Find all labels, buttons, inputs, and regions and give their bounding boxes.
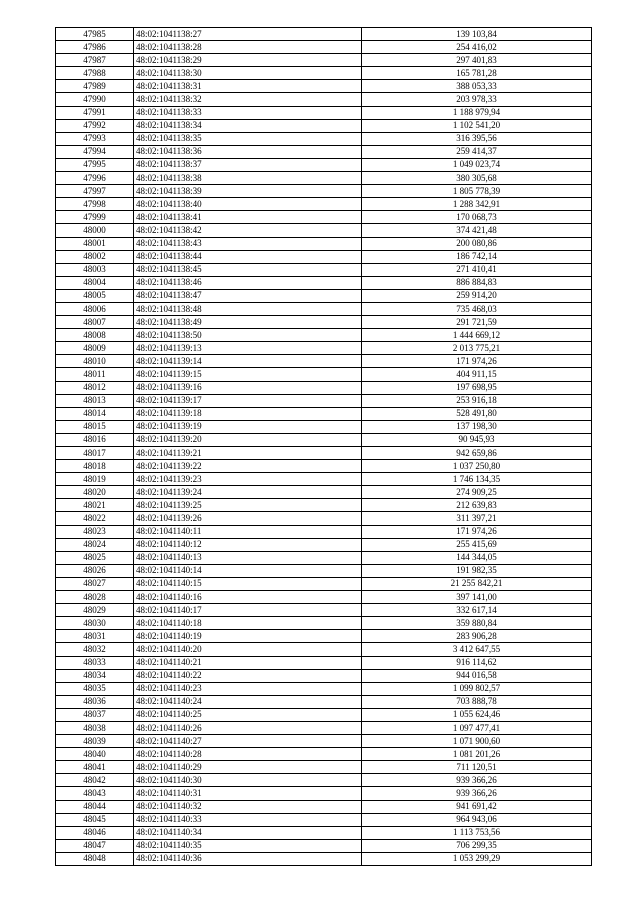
cadastral-number-cell: 48:02:1041138:32 (134, 93, 362, 106)
cadastral-value-cell: 1 055 624,46 (362, 708, 592, 721)
cadastral-value-cell: 259 914,20 (362, 289, 592, 302)
cadastral-value-cell: 197 698,95 (362, 381, 592, 394)
cadastral-number-cell: 48:02:1041139:26 (134, 512, 362, 525)
row-number-cell: 48030 (56, 617, 134, 630)
table-row (56, 119, 592, 132)
cadastral-value-cell: 374 421,48 (362, 224, 592, 237)
row-number-cell: 48033 (56, 656, 134, 669)
row-number-cell: 48031 (56, 630, 134, 643)
cadastral-value-cell: 1 746 134,35 (362, 473, 592, 486)
cadastral-number-cell: 48:02:1041138:36 (134, 145, 362, 158)
table-row (56, 486, 592, 499)
table-row (56, 839, 592, 852)
table-row (56, 577, 592, 590)
row-number-cell: 48010 (56, 355, 134, 368)
row-number-cell: 48016 (56, 433, 134, 446)
table-row (56, 250, 592, 263)
cadastral-value-cell: 3 412 647,55 (362, 643, 592, 656)
cadastral-number-cell: 48:02:1041140:21 (134, 656, 362, 669)
cadastral-number-cell: 48:02:1041138:39 (134, 185, 362, 198)
row-number-cell: 47999 (56, 211, 134, 224)
row-number-cell: 48027 (56, 577, 134, 590)
row-number-cell: 48038 (56, 721, 134, 734)
cadastral-value-cell: 137 198,30 (362, 420, 592, 433)
row-number-cell: 47996 (56, 172, 134, 185)
table-row (56, 420, 592, 433)
cadastral-value-cell: 939 366,26 (362, 774, 592, 787)
cadastral-number-cell: 48:02:1041140:33 (134, 813, 362, 826)
cadastral-value-cell: 1 444 669,12 (362, 329, 592, 342)
cadastral-number-cell: 48:02:1041139:20 (134, 433, 362, 446)
cadastral-value-cell: 212 639,83 (362, 499, 592, 512)
row-number-cell: 48041 (56, 761, 134, 774)
row-number-cell: 48000 (56, 224, 134, 237)
table-row (56, 263, 592, 276)
table-row (56, 381, 592, 394)
cadastral-value-cell: 1 805 778,39 (362, 185, 592, 198)
row-number-cell: 48039 (56, 735, 134, 748)
row-number-cell: 48015 (56, 420, 134, 433)
row-number-cell: 47988 (56, 67, 134, 80)
cadastral-number-cell: 48:02:1041140:19 (134, 630, 362, 643)
row-number-cell: 48034 (56, 669, 134, 682)
cadastral-number-cell: 48:02:1041139:22 (134, 460, 362, 473)
cadastral-value-cell: 1 188 979,94 (362, 106, 592, 119)
cadastral-value-cell: 165 781,28 (362, 67, 592, 80)
row-number-cell: 48005 (56, 289, 134, 302)
table-row (56, 774, 592, 787)
table-row (56, 28, 592, 41)
cadastral-value-cell: 397 141,00 (362, 591, 592, 604)
cadastral-value-cell: 253 916,18 (362, 394, 592, 407)
cadastral-number-cell: 48:02:1041140:13 (134, 551, 362, 564)
cadastral-number-cell: 48:02:1041138:40 (134, 198, 362, 211)
table-row (56, 368, 592, 381)
cadastral-number-cell: 48:02:1041138:30 (134, 67, 362, 80)
cadastral-value-cell: 941 691,42 (362, 800, 592, 813)
cadastral-value-cell: 703 888,78 (362, 695, 592, 708)
cadastral-value-cell: 1 049 023,74 (362, 158, 592, 171)
cadastral-number-cell: 48:02:1041139:15 (134, 368, 362, 381)
cadastral-number-cell: 48:02:1041140:28 (134, 748, 362, 761)
cadastral-value-cell: 191 982,35 (362, 564, 592, 577)
row-number-cell: 47995 (56, 158, 134, 171)
cadastral-value-cell: 1 097 477,41 (362, 721, 592, 734)
cadastral-value-cell: 1 071 900,60 (362, 735, 592, 748)
cadastral-value-cell: 528 491,80 (362, 407, 592, 420)
row-number-cell: 48042 (56, 774, 134, 787)
cadastral-value-cell: 944 016,58 (362, 669, 592, 682)
cadastral-value-cell: 1 102 541,20 (362, 119, 592, 132)
cadastral-value-cell: 1 288 342,91 (362, 198, 592, 211)
row-number-cell: 48003 (56, 263, 134, 276)
cadastral-number-cell: 48:02:1041140:36 (134, 852, 362, 865)
row-number-cell: 48009 (56, 342, 134, 355)
row-number-cell: 48028 (56, 591, 134, 604)
table-row (56, 145, 592, 158)
row-number-cell: 48014 (56, 407, 134, 420)
table-row (56, 826, 592, 839)
cadastral-value-cell: 404 911,15 (362, 368, 592, 381)
cadastral-value-cell: 291 721,59 (362, 316, 592, 329)
cadastral-value-cell: 916 114,62 (362, 656, 592, 669)
table-row (56, 748, 592, 761)
table-row (56, 656, 592, 669)
row-number-cell: 48025 (56, 551, 134, 564)
table-row (56, 41, 592, 54)
table-row (56, 813, 592, 826)
row-number-cell: 48032 (56, 643, 134, 656)
table-row (56, 800, 592, 813)
cadastral-number-cell: 48:02:1041140:32 (134, 800, 362, 813)
row-number-cell: 48026 (56, 564, 134, 577)
cadastral-number-cell: 48:02:1041139:18 (134, 407, 362, 420)
table-row (56, 316, 592, 329)
row-number-cell: 48006 (56, 302, 134, 315)
table-row (56, 80, 592, 93)
cadastral-number-cell: 48:02:1041139:19 (134, 420, 362, 433)
table-row (56, 643, 592, 656)
cadastral-number-cell: 48:02:1041139:17 (134, 394, 362, 407)
cadastral-number-cell: 48:02:1041140:22 (134, 669, 362, 682)
cadastral-value-cell: 90 945,93 (362, 433, 592, 446)
cadastral-value-cell: 939 366,26 (362, 787, 592, 800)
row-number-cell: 48004 (56, 276, 134, 289)
cadastral-value-cell: 735 468,03 (362, 302, 592, 315)
cadastral-value-cell: 255 415,69 (362, 538, 592, 551)
table-row (56, 276, 592, 289)
row-number-cell: 48044 (56, 800, 134, 813)
row-number-cell: 48046 (56, 826, 134, 839)
row-number-cell: 47994 (56, 145, 134, 158)
cadastral-number-cell: 48:02:1041138:35 (134, 132, 362, 145)
table-body (56, 28, 592, 866)
table-row (56, 447, 592, 460)
table-row (56, 67, 592, 80)
cadastral-number-cell: 48:02:1041138:37 (134, 158, 362, 171)
cadastral-number-cell: 48:02:1041140:26 (134, 721, 362, 734)
cadastral-value-cell: 144 344,05 (362, 551, 592, 564)
row-number-cell: 48002 (56, 250, 134, 263)
cadastral-value-cell: 21 255 842,21 (362, 577, 592, 590)
row-number-cell: 48023 (56, 525, 134, 538)
cadastral-number-cell: 48:02:1041140:15 (134, 577, 362, 590)
cadastral-value-cell: 283 906,28 (362, 630, 592, 643)
table-row (56, 852, 592, 865)
row-number-cell: 47998 (56, 198, 134, 211)
row-number-cell: 48022 (56, 512, 134, 525)
cadastral-number-cell: 48:02:1041138:43 (134, 237, 362, 250)
cadastral-value-cell: 1 037 250,80 (362, 460, 592, 473)
cadastral-value-cell: 711 120,51 (362, 761, 592, 774)
cadastral-number-cell: 48:02:1041139:21 (134, 447, 362, 460)
table-row (56, 342, 592, 355)
cadastral-number-cell: 48:02:1041140:27 (134, 735, 362, 748)
table-row (56, 682, 592, 695)
cadastral-number-cell: 48:02:1041140:16 (134, 591, 362, 604)
row-number-cell: 48020 (56, 486, 134, 499)
table-row (56, 630, 592, 643)
cadastral-value-cell: 171 974,26 (362, 525, 592, 538)
cadastral-number-cell: 48:02:1041140:20 (134, 643, 362, 656)
cadastral-value-cell: 380 305,68 (362, 172, 592, 185)
cadastral-value-cell: 886 884,83 (362, 276, 592, 289)
row-number-cell: 48043 (56, 787, 134, 800)
cadastral-number-cell: 48:02:1041140:18 (134, 617, 362, 630)
cadastral-number-cell: 48:02:1041138:42 (134, 224, 362, 237)
row-number-cell: 48036 (56, 695, 134, 708)
row-number-cell: 48048 (56, 852, 134, 865)
table-row (56, 54, 592, 67)
table-row (56, 460, 592, 473)
table-row (56, 591, 592, 604)
row-number-cell: 47991 (56, 106, 134, 119)
cadastral-value-cell: 332 617,14 (362, 604, 592, 617)
table-row (56, 132, 592, 145)
cadastral-number-cell: 48:02:1041138:31 (134, 80, 362, 93)
cadastral-number-cell: 48:02:1041138:28 (134, 41, 362, 54)
table-row (56, 499, 592, 512)
cadastral-value-cell: 359 880,84 (362, 617, 592, 630)
row-number-cell: 48019 (56, 473, 134, 486)
cadastral-number-cell: 48:02:1041138:41 (134, 211, 362, 224)
table-row (56, 158, 592, 171)
cadastral-value-cell: 259 414,37 (362, 145, 592, 158)
cadastral-number-cell: 48:02:1041140:34 (134, 826, 362, 839)
cadastral-number-cell: 48:02:1041140:31 (134, 787, 362, 800)
table-row (56, 564, 592, 577)
cadastral-number-cell: 48:02:1041138:38 (134, 172, 362, 185)
cadastral-number-cell: 48:02:1041139:14 (134, 355, 362, 368)
table-row (56, 106, 592, 119)
cadastral-value-cell: 139 103,84 (362, 28, 592, 41)
cadastral-number-cell: 48:02:1041138:45 (134, 263, 362, 276)
cadastral-number-cell: 48:02:1041138:50 (134, 329, 362, 342)
table-row (56, 695, 592, 708)
table-row (56, 512, 592, 525)
row-number-cell: 48011 (56, 368, 134, 381)
cadastral-value-cell: 1 113 753,56 (362, 826, 592, 839)
table-row (56, 185, 592, 198)
cadastral-value-cell: 203 978,33 (362, 93, 592, 106)
cadastral-value-cell: 388 053,33 (362, 80, 592, 93)
cadastral-value-cell: 1 081 201,26 (362, 748, 592, 761)
table-row (56, 787, 592, 800)
cadastral-number-cell: 48:02:1041140:29 (134, 761, 362, 774)
cadastral-number-cell: 48:02:1041140:11 (134, 525, 362, 538)
table-row (56, 355, 592, 368)
row-number-cell: 48012 (56, 381, 134, 394)
cadastral-number-cell: 48:02:1041138:27 (134, 28, 362, 41)
row-number-cell: 48029 (56, 604, 134, 617)
cadastral-number-cell: 48:02:1041139:24 (134, 486, 362, 499)
row-number-cell: 48035 (56, 682, 134, 695)
cadastral-value-cell: 316 395,56 (362, 132, 592, 145)
cadastral-number-cell: 48:02:1041138:47 (134, 289, 362, 302)
cadastral-number-cell: 48:02:1041140:30 (134, 774, 362, 787)
table-row (56, 302, 592, 315)
cadastral-value-cell: 311 397,21 (362, 512, 592, 525)
cadastral-number-cell: 48:02:1041139:16 (134, 381, 362, 394)
table-row (56, 394, 592, 407)
cadastral-value-cell: 297 401,83 (362, 54, 592, 67)
cadastral-number-cell: 48:02:1041138:46 (134, 276, 362, 289)
cadastral-number-cell: 48:02:1041138:44 (134, 250, 362, 263)
row-number-cell: 48045 (56, 813, 134, 826)
row-number-cell: 48008 (56, 329, 134, 342)
cadastral-number-cell: 48:02:1041138:34 (134, 119, 362, 132)
table-row (56, 172, 592, 185)
row-number-cell: 48047 (56, 839, 134, 852)
table-row (56, 617, 592, 630)
table-row (56, 473, 592, 486)
cadastral-number-cell: 48:02:1041140:12 (134, 538, 362, 551)
table-row (56, 761, 592, 774)
cadastral-value-cell: 2 013 775,21 (362, 342, 592, 355)
cadastral-number-cell: 48:02:1041140:24 (134, 695, 362, 708)
row-number-cell: 47993 (56, 132, 134, 145)
cadastral-value-cell: 200 080,86 (362, 237, 592, 250)
row-number-cell: 48037 (56, 708, 134, 721)
table-row (56, 289, 592, 302)
table-row (56, 329, 592, 342)
table-row (56, 211, 592, 224)
cadastral-number-cell: 48:02:1041138:48 (134, 302, 362, 315)
cadastral-number-cell: 48:02:1041138:29 (134, 54, 362, 67)
row-number-cell: 47987 (56, 54, 134, 67)
row-number-cell: 48017 (56, 447, 134, 460)
table-row (56, 198, 592, 211)
table-row (56, 735, 592, 748)
row-number-cell: 48024 (56, 538, 134, 551)
cadastral-number-cell: 48:02:1041140:23 (134, 682, 362, 695)
row-number-cell: 47990 (56, 93, 134, 106)
table-row (56, 721, 592, 734)
row-number-cell: 47989 (56, 80, 134, 93)
cadastral-number-cell: 48:02:1041140:25 (134, 708, 362, 721)
table-row (56, 669, 592, 682)
table-row (56, 224, 592, 237)
row-number-cell: 48018 (56, 460, 134, 473)
table-row (56, 433, 592, 446)
table-row (56, 93, 592, 106)
row-number-cell: 48013 (56, 394, 134, 407)
table-row (56, 708, 592, 721)
cadastral-number-cell: 48:02:1041140:17 (134, 604, 362, 617)
cadastral-number-cell: 48:02:1041140:35 (134, 839, 362, 852)
cadastral-number-cell: 48:02:1041138:33 (134, 106, 362, 119)
cadastral-value-cell: 254 416,02 (362, 41, 592, 54)
row-number-cell: 47997 (56, 185, 134, 198)
cadastral-number-cell: 48:02:1041138:49 (134, 316, 362, 329)
row-number-cell: 48001 (56, 237, 134, 250)
cadastral-value-cell: 274 909,25 (362, 486, 592, 499)
row-number-cell: 47986 (56, 41, 134, 54)
cadastral-value-cell: 170 068,73 (362, 211, 592, 224)
cadastral-number-cell: 48:02:1041139:13 (134, 342, 362, 355)
row-number-cell: 47985 (56, 28, 134, 41)
cadastral-value-cell: 271 410,41 (362, 263, 592, 276)
row-number-cell: 48021 (56, 499, 134, 512)
table-row (56, 538, 592, 551)
cadastral-value-cell: 1 099 802,57 (362, 682, 592, 695)
cadastral-number-cell: 48:02:1041140:14 (134, 564, 362, 577)
row-number-cell: 47992 (56, 119, 134, 132)
row-number-cell: 48040 (56, 748, 134, 761)
row-number-cell: 48007 (56, 316, 134, 329)
cadastral-value-cell: 171 974,26 (362, 355, 592, 368)
table-row (56, 407, 592, 420)
cadastral-number-cell: 48:02:1041139:23 (134, 473, 362, 486)
table-row (56, 551, 592, 564)
cadastral-value-cell: 1 053 299,29 (362, 852, 592, 865)
cadastral-number-cell: 48:02:1041139:25 (134, 499, 362, 512)
cadastral-value-cell: 942 659,86 (362, 447, 592, 460)
cadastral-value-cell: 706 299,35 (362, 839, 592, 852)
cadastral-value-cell: 964 943,06 (362, 813, 592, 826)
table-row (56, 525, 592, 538)
table-row (56, 237, 592, 250)
cadastral-value-table (55, 27, 592, 866)
table-row (56, 604, 592, 617)
cadastral-value-cell: 186 742,14 (362, 250, 592, 263)
